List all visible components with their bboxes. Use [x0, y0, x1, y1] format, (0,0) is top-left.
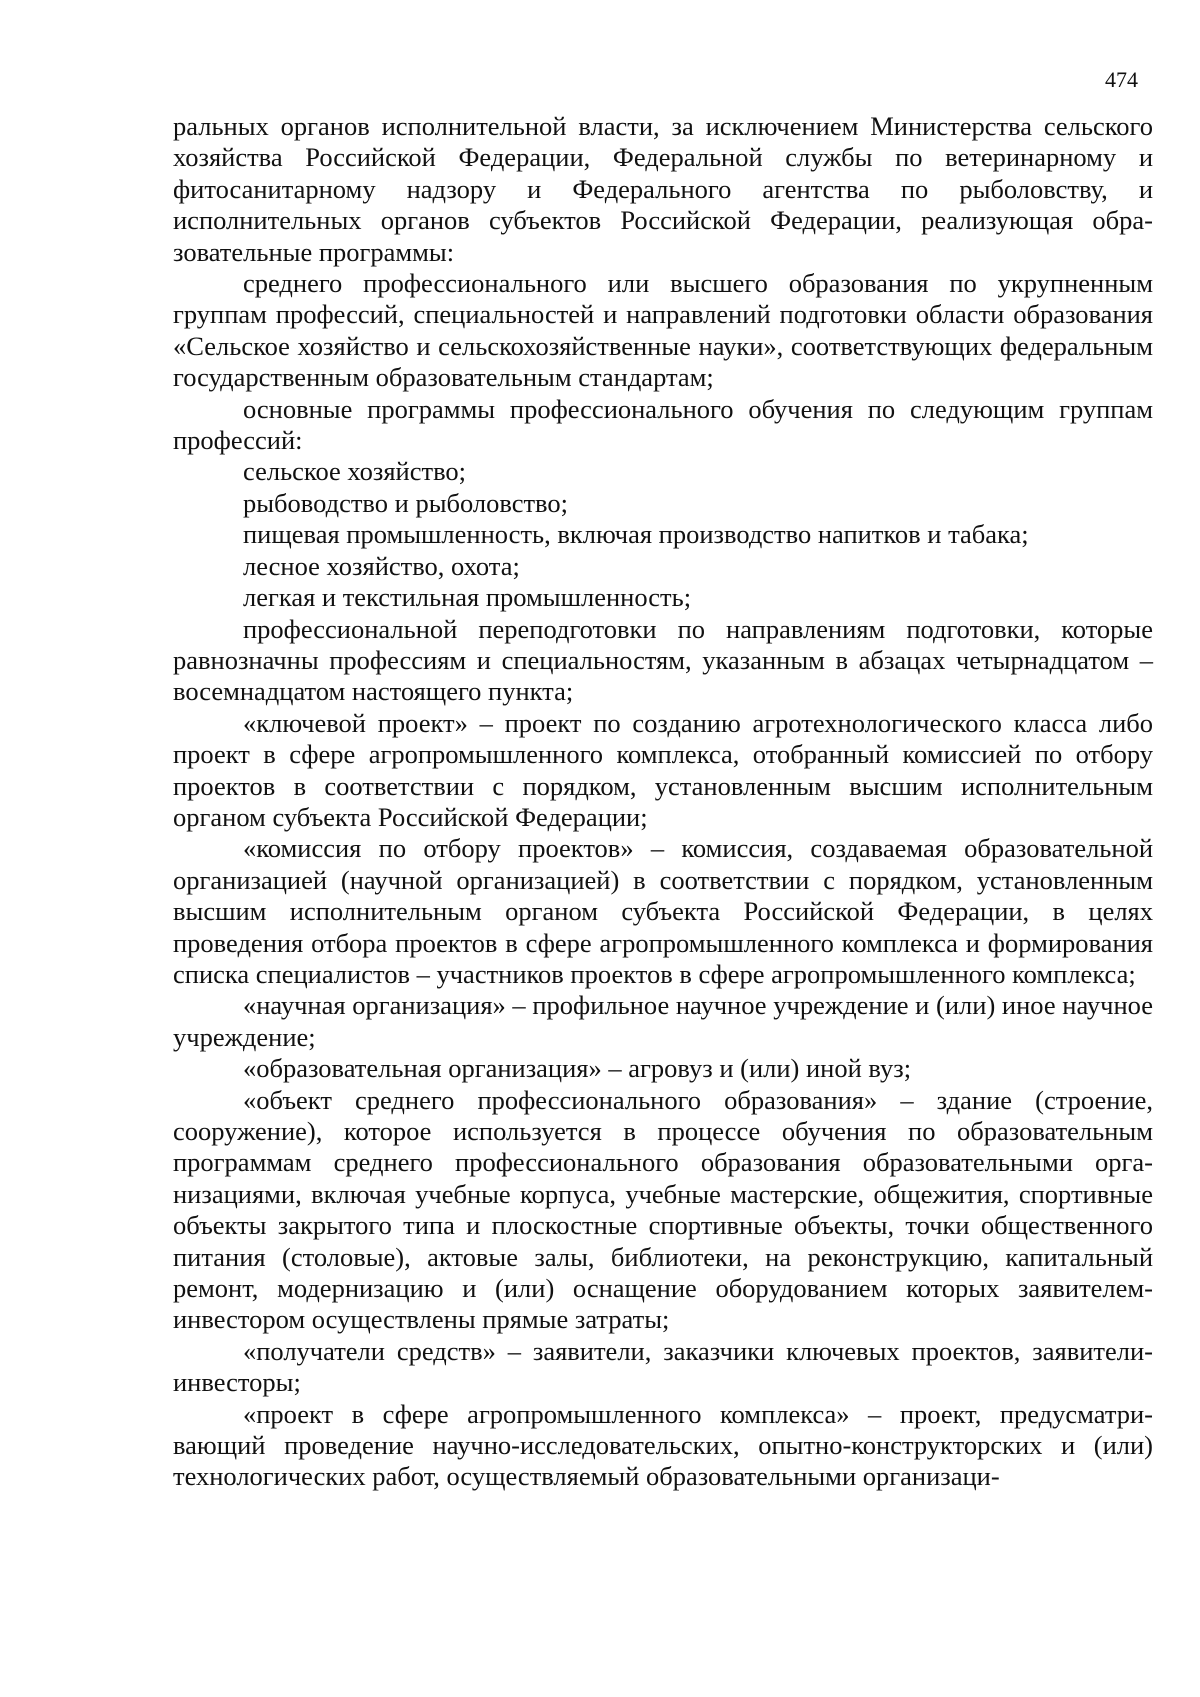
paragraph: основные программы профессионального обучения по следующим группам профессий: [173, 393, 1153, 456]
definition-paragraph: «получатели средств» – заявители, заказчики ключевых проектов, заявители-инвесторы; [173, 1335, 1153, 1398]
paragraph: ральных органов исполнительной власти, за исключением Министерства сельского хозяйства Российской Федерации, Федеральной службы по ветеринарному и фитосанитарному надзору и Федерального агентства по рыболовству, и исполнительных органов субъектов Российской Федерации, реализующая образовательные программы: [173, 111, 1153, 267]
list-item: рыбоводство и рыболовство; [243, 487, 569, 518]
definition-paragraph: «ключевой проект» – проект по созданию агротехнологического класса либо проект в сфере агропромышленного комплекса, отобранный комиссией по отбору проектов в соответствии с порядком, установленным высшим исполнительным органом субъекта Российской Федерации; [173, 707, 1153, 832]
list-item: пищевая промышленность, включая производство напитков и табака; [243, 519, 1029, 550]
body-text [173, 111, 1153, 1493]
definition-paragraph: «объект среднего профессионального образования» – здание (строение, сооружение), которое используется в процессе обучения по образовательным программам среднего профессионального образования образовательными организациями, включая учебные корпуса, учебные мастерские, общежития, спортивные объекты закрытого типа и плоскостные спортивные объекты, точки общественного питания (столовые), актовые залы, библиотеки, на реконструкцию, капитальный ремонт, модернизацию и (или) оснащение оборудованием которых заявителем-инвестором осуществлены прямые затраты; [173, 1084, 1153, 1335]
definition-paragraph: «комиссия по отбору проектов» – комиссия, создаваемая образовательной организацией (научной организацией) в соответствии с порядком, установленным высшим исполнительным органом субъекта Российской Федерации, в целях проведения отбора проектов в сфере агропромышленного комплекса и формирования списка специалистов – участников проектов в сфере агропромышленного комплекса; [173, 833, 1153, 989]
list-item: легкая и текстильная промышленность; [243, 582, 692, 613]
definition-paragraph: «проект в сфере агропромышленного комплекса» – проект, предусматривающий проведение научно-исследовательских, опытно-конструкторских и (или) технологических работ, осуществляемый образовательными организаци- [173, 1398, 1153, 1492]
page-number: 474 [1105, 67, 1138, 92]
definition-paragraph: «образовательная организация» – агровуз и (или) иной вуз; [243, 1053, 912, 1084]
definition-paragraph: «научная организация» – профильное научное учреждение и (или) иное научное учреждение; [173, 990, 1153, 1052]
paragraph: профессиональной переподготовки по направлениям подготовки, которые равнозначны профессиям и специальностям, указанным в абзацах четырнадцатом – восемнадцатом настоящего пункта; [173, 613, 1153, 707]
paragraph: среднего профессионального или высшего образования по укрупненным группам профессий, специальностей и направлений подготовки области образования «Сельское хозяйство и сельскохозяйственные науки», соответствующих федеральным государственным образовательным стандартам; [173, 268, 1153, 393]
list-item: сельское хозяйство; [243, 456, 467, 487]
list-item: лесное хозяйство, охота; [243, 550, 520, 581]
